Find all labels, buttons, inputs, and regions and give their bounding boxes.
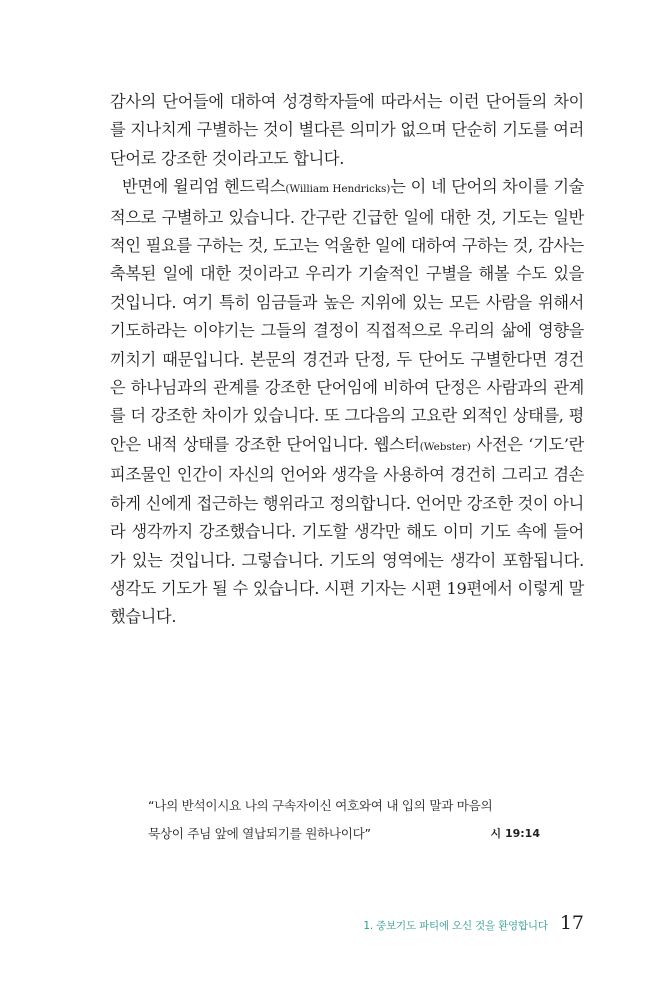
page-number: 17 <box>559 912 584 934</box>
name-annotation-webster: (Webster) <box>419 440 471 453</box>
paragraph-1-text: 감사의 단어들에 대하여 성경학자들에 따라서는 이런 단어들의 차이를 지나치게 구별하는 것이 별다른 의미가 없으며 단순히 기도를 여러 단어로 강조한 것이라고도 합니다. <box>110 92 584 168</box>
paragraph-2-start: 반면에 윌리엄 헨드릭스 <box>122 177 286 197</box>
quote-line-1: “나의 반석이시요 나의 구속자이신 여호와여 내 입의 말과 마음의 <box>148 798 493 813</box>
quote-line-2: 묵상이 주님 앞에 열납되기를 원하나이다” <box>148 826 371 841</box>
name-annotation-hendricks: (William Hendricks) <box>285 183 391 196</box>
scripture-quote <box>148 792 540 848</box>
body-text <box>110 88 584 632</box>
paragraph-2-end: 사전은 ‘기도’란 피조물인 인간이 자신의 언어와 생각을 사용하여 경건히 그리고 겸손하게 신에게 접근하는 행위라고 정의합니다. 언어만 강조한 것이 아니라 생각까지 강조했습니다. 기도할 생각만 해도 이미 기도 속에 들어가 있는 것입니다. 그렇습니다. 기도의 영역에는 생각이 포함됩니다. 생각도 기도가 될 수 있습니다. 시편 기자는 시편 19편에서 이렇게 말했습니다. <box>110 434 585 627</box>
quote-reference: 시 19:14 <box>490 827 540 840</box>
paragraph-2 <box>110 173 584 632</box>
page-footer <box>363 912 584 934</box>
paragraph-1 <box>110 88 584 173</box>
quote-line-2-wrap <box>148 820 540 848</box>
chapter-title: 1. 중보기도 파티에 오신 것을 환영합니다 <box>363 920 548 932</box>
paragraph-2-middle: 는 이 네 단어의 차이를 기술적으로 구별하고 있습니다. 간구란 긴급한 일에 대한 것, 기도는 일반적인 필요를 구하는 것, 도고는 억울한 일에 대하여 구하는 것, 감사는 축복된 일에 대한 것이라고 우리가 기술적인 구별을 해볼 수도 있을 것입니다. 여기 특히 임금들과 높은 지위에 있는 모든 사람을 위해서 기도하라는 이야기는 그들의 결정이 직접적으로 우리의 삶에 영향을 끼치기 때문입니다. 본문의 경건과 단정, 두 단어도 구별한다면 경건은 하나님과의 관계를 강조한 단어임에 비하여 단정은 사람과의 관계를 더 강조한 차이가 있습니다. 또 그다음의 고요란 외적인 상태를, 평안은 내적 상태를 강조한 단어입니다. 웹스터 <box>110 177 584 454</box>
